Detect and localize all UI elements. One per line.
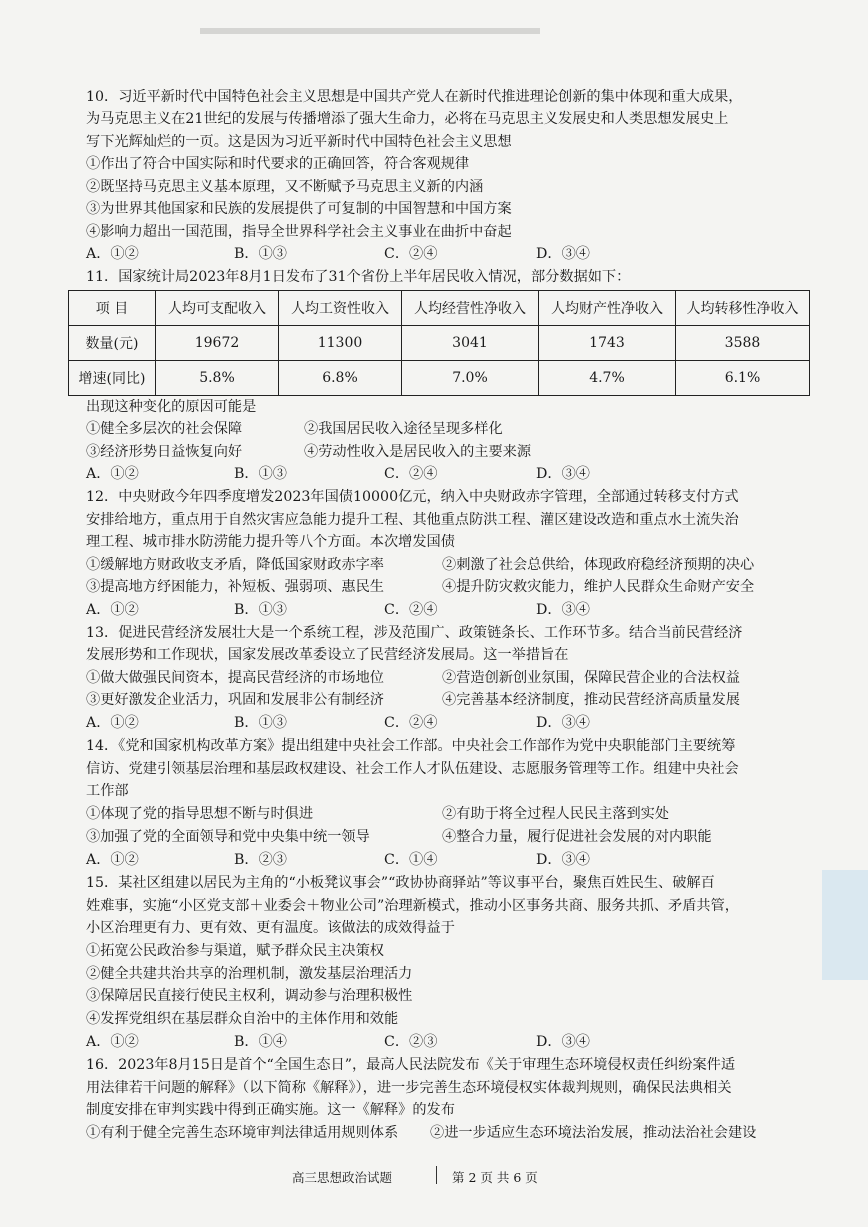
table-cell: 11300: [279, 326, 402, 361]
q11-option-d: D．③④: [536, 466, 590, 482]
q15-item-1: ①拓宽公民政治参与渠道，赋予群众民主决策权: [86, 943, 384, 959]
table-cell: 数量(元): [69, 326, 156, 361]
table-cell: 1743: [539, 326, 676, 361]
q12-stem-3: 理工程、城市排水防涝能力提升等八个方面。本次增发国债: [86, 534, 455, 550]
q14-item-2: ②有助于将全过程人民民主落到实处: [442, 806, 670, 822]
table-header-cell: 项 目: [69, 291, 156, 326]
q12-item-1: ①缓解地方财政收支矛盾，降低国家财政赤字率: [86, 557, 384, 573]
q10-option-b: B．①③: [234, 246, 287, 262]
table-header-cell: 人均转移性净收入: [676, 291, 810, 326]
table-header-cell: 人均工资性收入: [279, 291, 402, 326]
table-row: [69, 361, 810, 396]
q13-item-4: ④完善基本经济制度，推动民营经济高质量发展: [442, 692, 740, 708]
q12-option-b: B．①③: [234, 602, 287, 618]
footer-page-number: 第 2 页 共 6 页: [452, 1170, 538, 1185]
q14-item-3: ③加强了党的全面领导和党中央集中统一领导: [86, 829, 370, 845]
q14-stem-1: 14．《党和国家机构改革方案》提出组建中央社会工作部。中央社会工作部作为党中央职能部门主要统筹: [86, 738, 736, 754]
q16-stem-2: 用法律若干问题的解释》（以下简称《解释》），进一步完善生态环境侵权实体裁判规则，确保民法典相关: [86, 1080, 732, 1096]
q12-option-c: C．②④: [384, 602, 438, 618]
q13-option-a: A．①②: [86, 715, 139, 731]
q12-option-d: D．③④: [536, 602, 590, 618]
q11-items-row-2: [86, 442, 796, 462]
q15-item-4: ④发挥党组织在基层群众自治中的主体作用和效能: [86, 1011, 399, 1027]
q14-option-d: D．③④: [536, 852, 590, 868]
q10-option-c: C．②④: [384, 246, 438, 262]
table-header-cell: 人均经营性净收入: [402, 291, 539, 326]
q16-stem-1: 16．2023年8月15日是首个“全国生态日”，最高人民法院发布《关于审理生态环境侵权责任纠纷案件适: [86, 1057, 736, 1073]
q11-question: 出现这种变化的原因可能是: [86, 399, 257, 415]
q13-option-b: B．①③: [234, 715, 287, 731]
table-cell: 5.8%: [156, 361, 279, 396]
q10-item-3: ③为世界其他国家和民族的发展提供了可复制的中国智慧和中国方案: [86, 201, 512, 217]
q15-stem-1: 15．某社区组建以居民为主角的“小板凳议事会”“政协协商驿站”等议事平台，聚焦百姓民生、破解百: [86, 875, 715, 891]
q15-option-a: A．①②: [86, 1034, 139, 1050]
q13-item-2: ②营造创新创业氛围，保障民营企业的合法权益: [442, 670, 740, 686]
table-cell: 19672: [156, 326, 279, 361]
q14-option-b: B．②③: [234, 852, 287, 868]
q10-item-1: ①作出了符合中国实际和时代要求的正确回答，符合客观规律: [86, 156, 470, 172]
q11-option-a: A．①②: [86, 466, 139, 482]
q10-option-d: D．③④: [536, 246, 590, 262]
q11-option-c: C．②④: [384, 466, 438, 482]
q14-items-row-1: [86, 804, 796, 824]
q12-items-row-1: [86, 555, 796, 575]
table-cell: 4.7%: [539, 361, 676, 396]
q15-stem-3: 小区治理更有力、更有效、更有温度。该做法的成效得益于: [86, 920, 455, 936]
q13-stem-1: 13．促进民营经济发展壮大是一个系统工程，涉及范围广、政策链条长、工作环节多。结合当前民营经济: [86, 625, 743, 641]
q13-items-row-2: [86, 690, 796, 710]
q13-stem-2: 发展形势和工作现状，国家发展改革委设立了民营经济发展局。这一举措旨在: [86, 647, 569, 663]
q14-item-4: ④整合力量，履行促进社会发展的对内职能: [442, 829, 712, 845]
q13-item-1: ①做大做强民间资本，提高民营经济的市场地位: [86, 670, 384, 686]
table-header-cell: 人均可支配收入: [156, 291, 279, 326]
q15-option-b: B．①④: [234, 1034, 287, 1050]
q15-item-2: ②健全共建共治共享的治理机制，激发基层治理活力: [86, 966, 413, 982]
q15-stem-2: 姓难事，实施“小区党支部＋业委会＋物业公司”治理新模式，推动小区事务共商、服务共抓、矛盾共管，: [86, 898, 739, 914]
q15-option-c: C．②③: [384, 1034, 438, 1050]
table-cell: 7.0%: [402, 361, 539, 396]
q11-option-b: B．①③: [234, 466, 287, 482]
q16-stem-3: 制度安排在审判实践中得到正确实施。这一《解释》的发布: [86, 1102, 455, 1118]
q14-option-c: C．①④: [384, 852, 438, 868]
table-cell: 6.1%: [676, 361, 810, 396]
q13-option-c: C．②④: [384, 715, 438, 731]
q14-stem-3: 工作部: [86, 783, 129, 799]
q12-item-4: ④提升防灾救灾能力，维护人民群众生命财产安全: [442, 579, 755, 595]
q10-option-a: A．①②: [86, 246, 139, 262]
q12-stem-2: 安排给地方，重点用于自然灾害应急能力提升工程、其他重点防洪工程、灌区建设改造和重点水土流失治: [86, 512, 739, 528]
q11-item-3: ③经济形势日益恢复向好: [86, 444, 243, 460]
table-cell: 3588: [676, 326, 810, 361]
q10-stem-2: 为马克思主义在21世纪的发展与传播增添了强大生命力，必将在马克思主义发展史和人类思想发展史上: [86, 111, 729, 127]
q14-item-1: ①体现了党的指导思想不断与时俱进: [86, 806, 314, 822]
q14-option-a: A．①②: [86, 852, 139, 868]
q16-item-2: ②进一步适应生态环境法治发展，推动法治社会建设: [430, 1125, 757, 1141]
q16-items-row-1: [86, 1123, 796, 1143]
q12-item-3: ③提高地方纾困能力，补短板、强弱项、惠民生: [86, 579, 384, 595]
q10-item-4: ④影响力超出一国范围，指导全世界科学社会主义事业在曲折中奋起: [86, 224, 512, 240]
q11-item-2: ②我国居民收入途径呈现多样化: [304, 421, 503, 437]
q11-stem: 11．国家统计局2023年8月1日发布了31个省份上半年居民收入情况，部分数据如下：: [86, 269, 631, 285]
q13-item-3: ③更好激发企业活力，巩固和发展非公有制经济: [86, 692, 384, 708]
q10-stem-3: 写下光辉灿烂的一页。这是因为习近平新时代中国特色社会主义思想: [86, 134, 512, 150]
footer-divider: [436, 1166, 437, 1184]
scan-artifact: [200, 28, 540, 34]
q12-option-a: A．①②: [86, 602, 139, 618]
table-cell: 3041: [402, 326, 539, 361]
q12-stem-1: 12．中央财政今年四季度增发2023年国债10000亿元，纳入中央财政赤字管理，全部通过转移支付方式: [86, 489, 739, 505]
table-row: [69, 326, 810, 361]
q14-stem-2: 信访、党建引领基层治理和基层政权建设、社会工作人才队伍建设、志愿服务管理等工作。组建中央社会: [86, 761, 739, 777]
q10-stem-1: 10．习近平新时代中国特色社会主义思想是中国共产党人在新时代推进理论创新的集中体现和重大成果，: [86, 89, 743, 105]
q10-item-2: ②既坚持马克思主义基本原理，又不断赋予马克思主义新的内涵: [86, 179, 484, 195]
q15-option-d: D．③④: [536, 1034, 590, 1050]
table-header-cell: 人均财产性净收入: [539, 291, 676, 326]
q12-item-2: ②刺激了社会总供给，体现政府稳经济预期的决心: [442, 557, 755, 573]
income-table: [68, 290, 810, 396]
q14-items-row-2: [86, 827, 796, 847]
q11-item-4: ④劳动性收入是居民收入的主要来源: [304, 444, 532, 460]
q13-items-row-1: [86, 668, 796, 688]
table-cell: 增速(同比): [69, 361, 156, 396]
q13-option-d: D．③④: [536, 715, 590, 731]
q16-item-1: ①有利于健全完善生态环境审判法律适用规则体系: [86, 1125, 399, 1141]
table-header-row: [69, 291, 810, 326]
table-cell: 6.8%: [279, 361, 402, 396]
q11-items-row-1: [86, 419, 796, 439]
footer-subject: 高三思想政治试题: [292, 1170, 393, 1185]
scan-stain: [822, 870, 868, 980]
q11-item-1: ①健全多层次的社会保障: [86, 421, 243, 437]
q12-items-row-2: [86, 577, 796, 597]
q15-item-3: ③保障居民直接行使民主权利，调动参与治理积极性: [86, 988, 413, 1004]
